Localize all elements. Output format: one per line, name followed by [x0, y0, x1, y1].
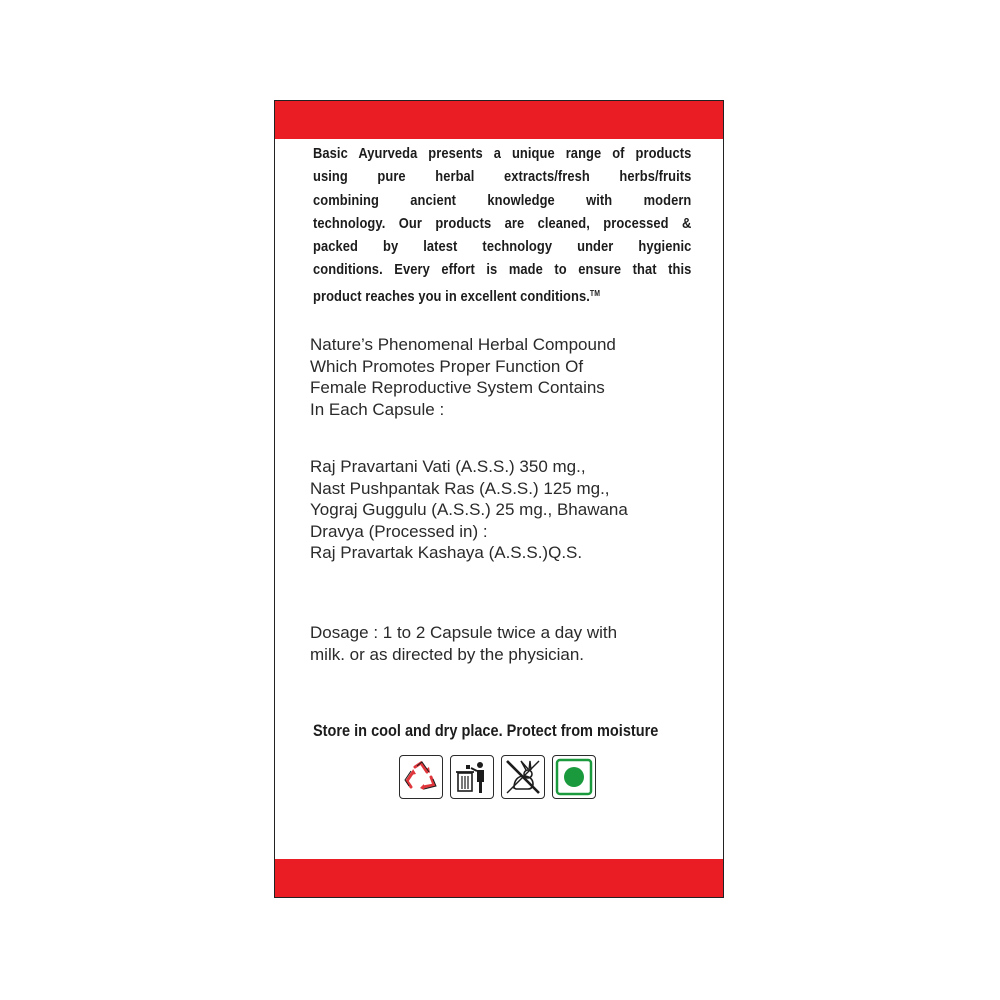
dosage-line: milk. or as directed by the physician.	[310, 644, 585, 664]
product-description	[310, 334, 710, 420]
ingredient-line: Nast Pushpantak Ras (A.S.S.) 125 mg.,	[310, 478, 610, 498]
ingredients-list	[310, 456, 710, 564]
packaging-icons	[399, 755, 596, 799]
description-line: In Each Capsule :	[310, 399, 445, 419]
storage-instructions: Store in cool and dry place. Protect from moisture	[313, 722, 659, 740]
ingredient-line: Raj Pravartak Kashaya (A.S.S.)Q.S.	[310, 543, 583, 562]
description-line: Which Promotes Proper Function Of	[310, 356, 584, 376]
intro-line: technology. Our products are cleaned, processed &	[313, 214, 692, 232]
trademark-mark: TM	[589, 288, 601, 298]
intro-last-text: product reaches you in excellent conditions.	[313, 287, 590, 305]
top-red-band	[275, 101, 723, 139]
ingredient-line: Dravya (Processed in) :	[310, 521, 488, 541]
description-line: Nature’s Phenomenal Herbal Compound	[310, 335, 616, 354]
not-tested-on-animals-icon	[501, 755, 545, 799]
intro-line: combining ancient knowledge with modern	[313, 191, 692, 209]
recycle-icon	[399, 755, 443, 799]
dispose-in-bin-icon	[450, 755, 494, 799]
description-line: Female Reproductive System Contains	[310, 378, 605, 397]
label-panel	[274, 100, 724, 898]
dosage-line: Dosage : 1 to 2 Capsule twice a day with	[310, 623, 618, 642]
intro-line: using pure herbal extracts/fresh herbs/fruits	[313, 168, 692, 186]
intro-line-last	[313, 282, 691, 308]
intro-line: conditions. Every effort is made to ensure that this	[313, 261, 692, 279]
intro-paragraph	[313, 142, 691, 308]
ingredient-line: Yograj Guggulu (A.S.S.) 25 mg., Bhawana	[310, 500, 628, 519]
intro-line: packed by latest technology under hygienic	[313, 238, 692, 256]
dosage-instructions	[310, 622, 710, 665]
ingredient-line: Raj Pravartani Vati (A.S.S.) 350 mg.,	[310, 457, 586, 476]
bottom-red-band	[275, 859, 723, 897]
vegetarian-mark-icon	[552, 755, 596, 799]
intro-line: Basic Ayurveda presents a unique range of products	[313, 145, 692, 162]
